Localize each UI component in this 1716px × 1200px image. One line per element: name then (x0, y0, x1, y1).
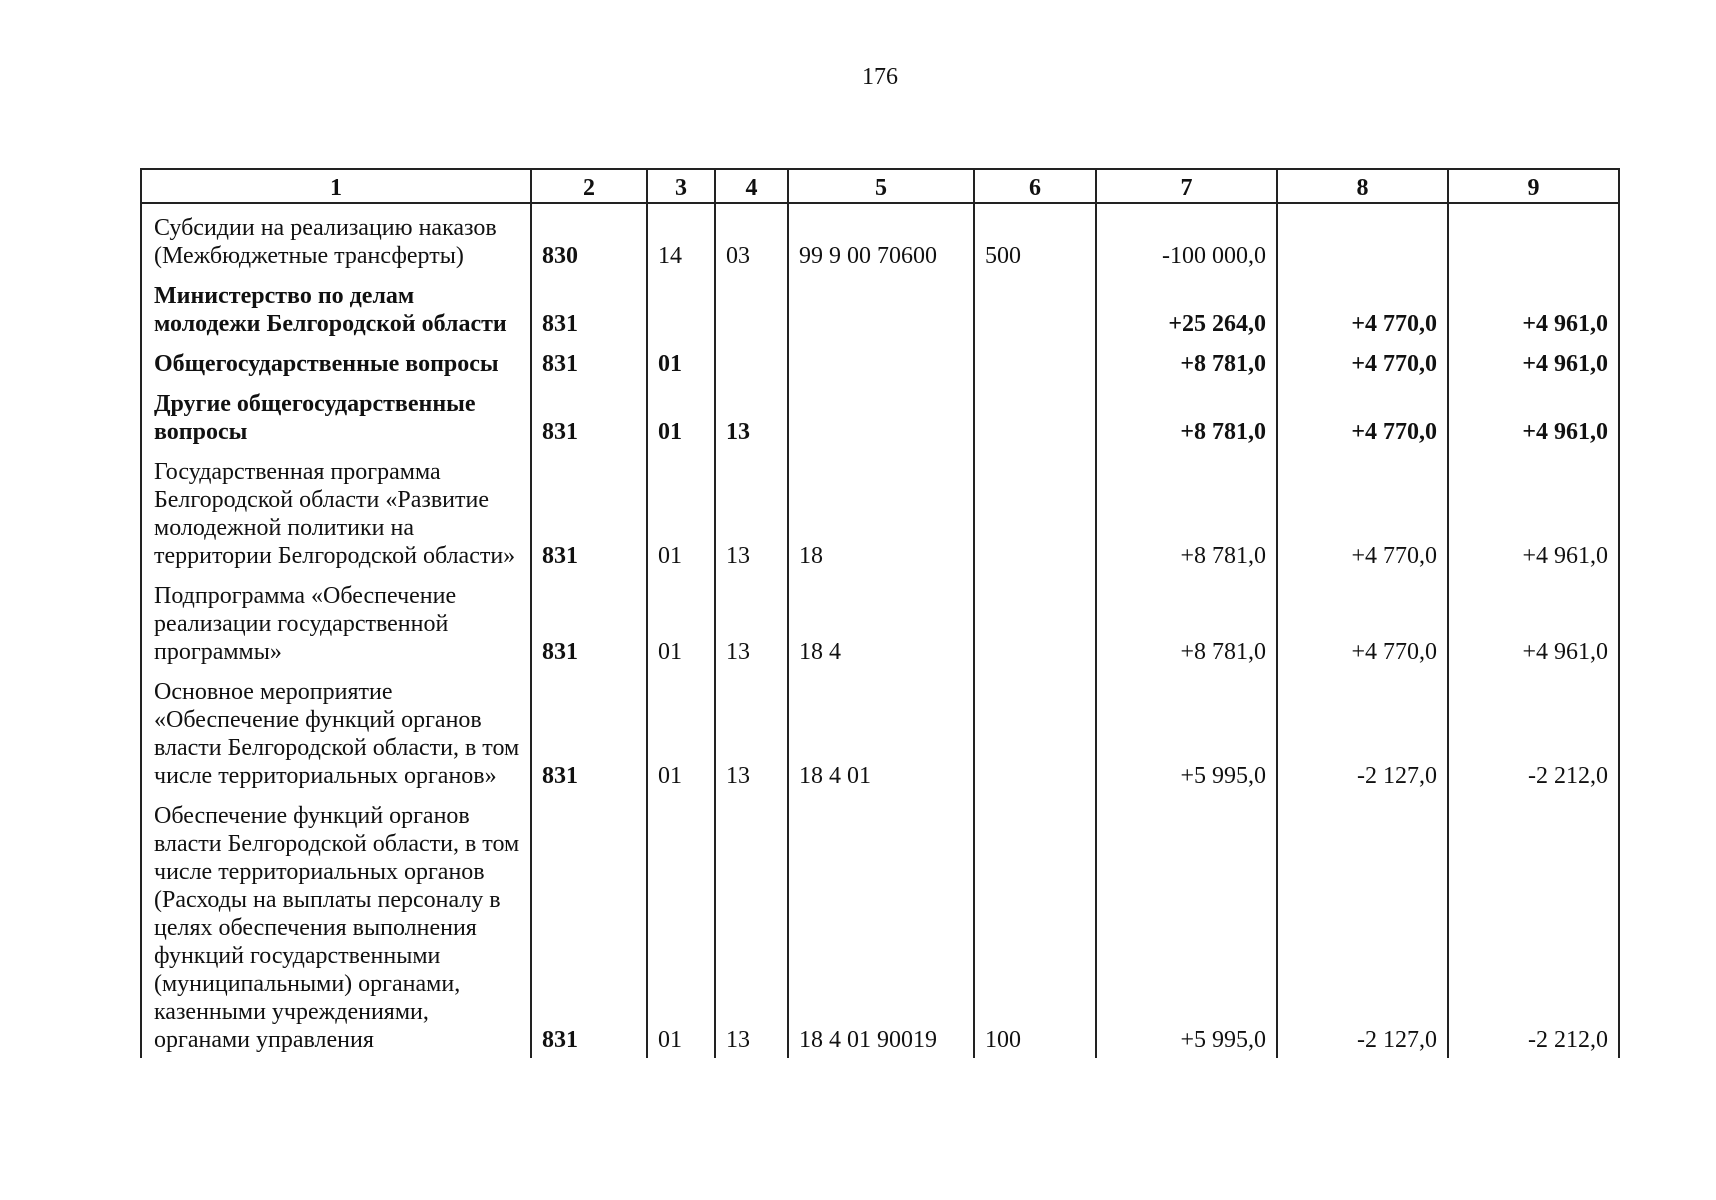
expense-type-cell (974, 382, 1096, 450)
subsection-cell: 13 (715, 450, 788, 574)
target-article-cell: 18 4 (788, 574, 974, 670)
header-cell: 2 (531, 169, 647, 203)
name-cell: Основное мероприятие «Обеспечение функций органов власти Белгородской области, в том числе территориальных органов» (141, 670, 531, 794)
amount-col8-cell: +4 770,0 (1277, 274, 1448, 342)
target-article-cell (788, 274, 974, 342)
target-article-cell (788, 382, 974, 450)
subsection-cell (715, 342, 788, 382)
amount-col9-cell: +4 961,0 (1448, 274, 1619, 342)
header-cell: 3 (647, 169, 715, 203)
amount-col9-cell: -2 212,0 (1448, 670, 1619, 794)
table-row (141, 794, 1619, 1058)
table-row (141, 574, 1619, 670)
page-number: 176 (862, 64, 898, 90)
table-row (141, 670, 1619, 794)
header-cell: 1 (141, 169, 531, 203)
amount-col9-cell: +4 961,0 (1448, 574, 1619, 670)
amount-col8-cell: +4 770,0 (1277, 342, 1448, 382)
code-cell: 831 (531, 450, 647, 574)
amount-col7-cell: -100 000,0 (1096, 203, 1277, 274)
table-row (141, 274, 1619, 342)
amount-col7-cell: +8 781,0 (1096, 574, 1277, 670)
table-row (141, 203, 1619, 274)
target-article-cell: 99 9 00 70600 (788, 203, 974, 274)
amount-col9-cell: +4 961,0 (1448, 342, 1619, 382)
amount-col8-cell: +4 770,0 (1277, 574, 1448, 670)
code-cell: 831 (531, 574, 647, 670)
amount-col8-cell: +4 770,0 (1277, 382, 1448, 450)
section-cell (647, 274, 715, 342)
subsection-cell: 03 (715, 203, 788, 274)
target-article-cell (788, 342, 974, 382)
header-cell: 8 (1277, 169, 1448, 203)
amount-col8-cell: -2 127,0 (1277, 794, 1448, 1058)
target-article-cell: 18 4 01 90019 (788, 794, 974, 1058)
subsection-cell: 13 (715, 382, 788, 450)
name-cell: Государственная программа Белгородской области «Развитие молодежной политики на территории Белгородской области» (141, 450, 531, 574)
code-cell: 830 (531, 203, 647, 274)
budget-table (140, 168, 1620, 1058)
subsection-cell (715, 274, 788, 342)
amount-col9-cell: +4 961,0 (1448, 450, 1619, 574)
expense-type-cell: 500 (974, 203, 1096, 274)
expense-type-cell (974, 574, 1096, 670)
table-row (141, 342, 1619, 382)
expense-type-cell (974, 274, 1096, 342)
table-row (141, 450, 1619, 574)
code-cell: 831 (531, 342, 647, 382)
header-row (141, 169, 1619, 203)
amount-col7-cell: +8 781,0 (1096, 382, 1277, 450)
section-cell: 01 (647, 794, 715, 1058)
header-cell: 9 (1448, 169, 1619, 203)
code-cell: 831 (531, 670, 647, 794)
amount-col9-cell: +4 961,0 (1448, 382, 1619, 450)
name-cell: Подпрограмма «Обеспечение реализации государственной программы» (141, 574, 531, 670)
amount-col7-cell: +5 995,0 (1096, 794, 1277, 1058)
amount-col9-cell (1448, 203, 1619, 274)
expense-type-cell: 100 (974, 794, 1096, 1058)
section-cell: 01 (647, 342, 715, 382)
expense-type-cell (974, 342, 1096, 382)
amount-col8-cell (1277, 203, 1448, 274)
header-cell: 6 (974, 169, 1096, 203)
section-cell: 01 (647, 670, 715, 794)
subsection-cell: 13 (715, 574, 788, 670)
name-cell: Субсидии на реализацию наказов (Межбюджетные трансферты) (141, 203, 531, 274)
amount-col7-cell: +5 995,0 (1096, 670, 1277, 794)
name-cell: Другие общегосударственные вопросы (141, 382, 531, 450)
header-cell: 5 (788, 169, 974, 203)
name-cell: Министерство по делам молодежи Белгородской области (141, 274, 531, 342)
amount-col7-cell: +8 781,0 (1096, 450, 1277, 574)
header-cell: 7 (1096, 169, 1277, 203)
section-cell: 01 (647, 574, 715, 670)
code-cell: 831 (531, 794, 647, 1058)
name-cell: Обеспечение функций органов власти Белгородской области, в том числе территориальных органов (Расходы на выплаты персоналу в целях обеспечения выполнения функций государственными (муниципальными) органами, казенными учреждениями, органами управления (141, 794, 531, 1058)
amount-col8-cell: +4 770,0 (1277, 450, 1448, 574)
amount-col7-cell: +25 264,0 (1096, 274, 1277, 342)
code-cell: 831 (531, 274, 647, 342)
expense-type-cell (974, 450, 1096, 574)
header-cell: 4 (715, 169, 788, 203)
target-article-cell: 18 (788, 450, 974, 574)
section-cell: 14 (647, 203, 715, 274)
table-body (141, 203, 1619, 1058)
name-cell: Общегосударственные вопросы (141, 342, 531, 382)
subsection-cell: 13 (715, 794, 788, 1058)
expense-type-cell (974, 670, 1096, 794)
amount-col9-cell: -2 212,0 (1448, 794, 1619, 1058)
section-cell: 01 (647, 382, 715, 450)
table-row (141, 382, 1619, 450)
target-article-cell: 18 4 01 (788, 670, 974, 794)
subsection-cell: 13 (715, 670, 788, 794)
amount-col7-cell: +8 781,0 (1096, 342, 1277, 382)
section-cell: 01 (647, 450, 715, 574)
amount-col8-cell: -2 127,0 (1277, 670, 1448, 794)
code-cell: 831 (531, 382, 647, 450)
